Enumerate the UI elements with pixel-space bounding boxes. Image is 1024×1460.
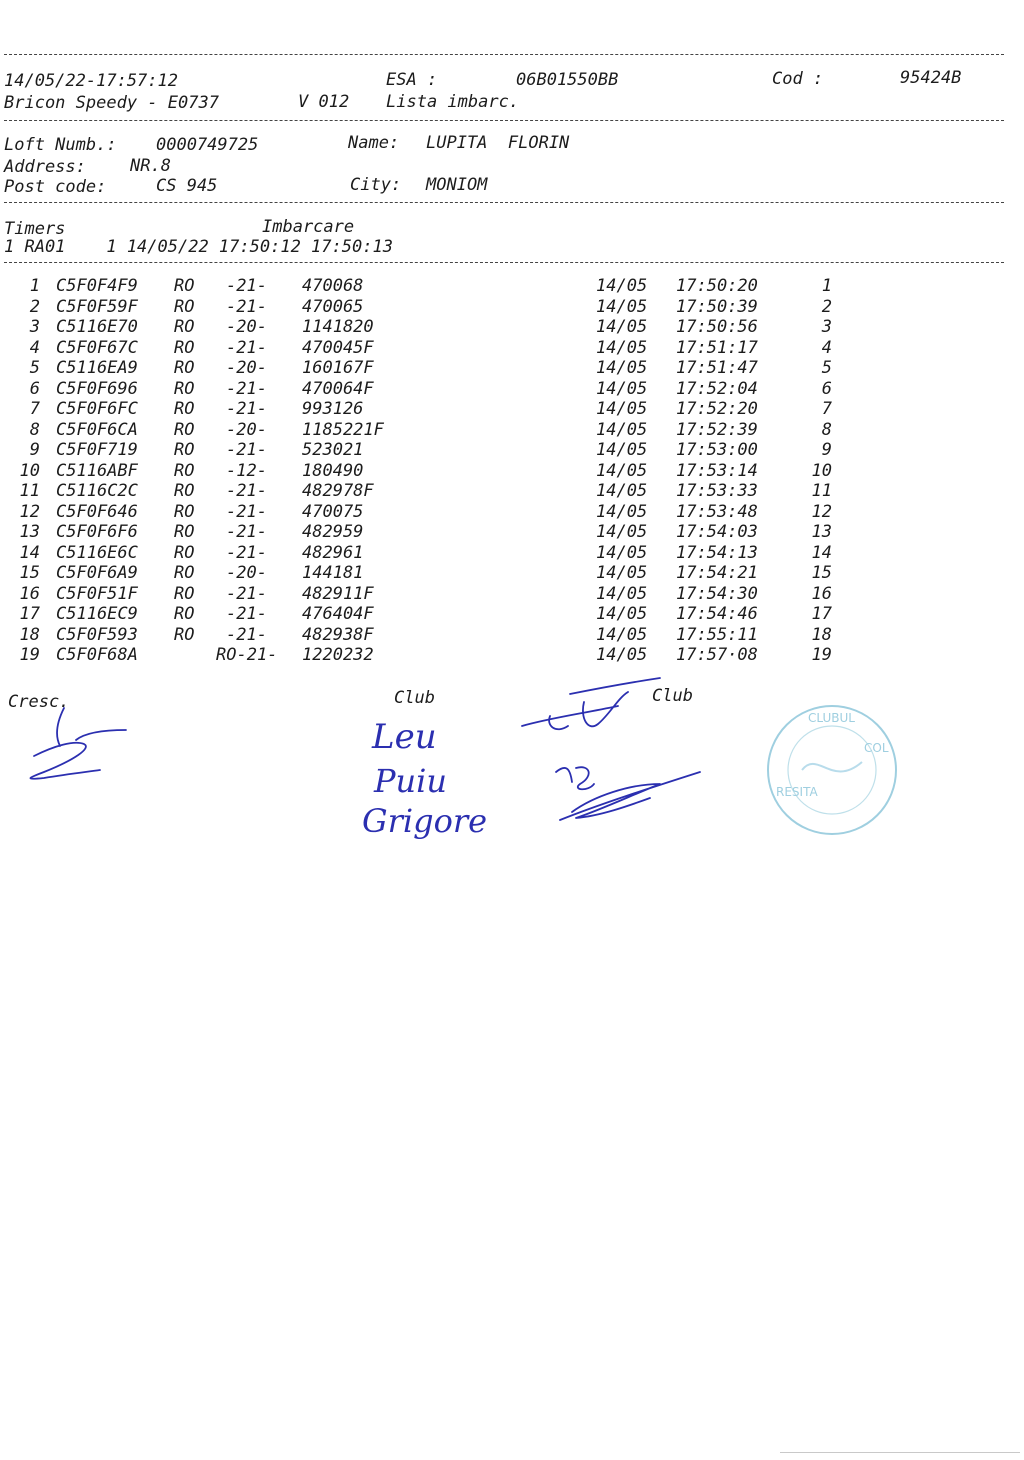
entry-row bbox=[0, 440, 1024, 460]
handwritten-name: Grigore bbox=[362, 802, 488, 840]
entry-chip-id: C5F0F51F bbox=[56, 583, 138, 604]
divider bbox=[4, 54, 1004, 55]
entry-year: -20- bbox=[226, 419, 267, 440]
entry-time: 17:52:20 bbox=[676, 399, 758, 419]
city-label: City: bbox=[350, 175, 402, 195]
entry-index: 7 bbox=[29, 399, 40, 419]
entry-sequence: 12 bbox=[811, 501, 832, 522]
entry-year: -20- bbox=[226, 358, 267, 378]
entry-date: 14/05 bbox=[596, 522, 648, 542]
svg-text:COL: COL bbox=[864, 741, 889, 755]
imbarcare-label: Imbarcare bbox=[262, 217, 355, 237]
club-label: Club bbox=[394, 688, 435, 708]
entry-time: 17:53:14 bbox=[676, 460, 758, 481]
entry-sequence: 1 bbox=[821, 276, 832, 296]
entry-row bbox=[0, 420, 1024, 440]
entry-year: -21- bbox=[226, 378, 267, 399]
entry-year: -21- bbox=[226, 481, 267, 501]
entry-time: 17:51:17 bbox=[676, 337, 758, 358]
entry-index: 15 bbox=[19, 563, 40, 583]
entry-row bbox=[0, 645, 1024, 665]
entry-country: RO bbox=[174, 399, 195, 419]
entry-row bbox=[0, 338, 1024, 358]
entry-date: 14/05 bbox=[596, 419, 648, 440]
entry-country: RO bbox=[174, 583, 195, 604]
entry-time: 17:51:47 bbox=[676, 358, 758, 378]
entry-sequence: 6 bbox=[821, 378, 832, 399]
entry-chip-id: C5F0F6A9 bbox=[56, 563, 138, 583]
entry-row bbox=[0, 522, 1024, 542]
entry-country: RO bbox=[174, 440, 195, 460]
print-datetime: 14/05/22-17:57:12 bbox=[4, 71, 178, 91]
entry-index: 11 bbox=[19, 481, 40, 501]
entry-date: 14/05 bbox=[596, 563, 648, 583]
entry-ring-number: 470065 bbox=[302, 296, 364, 317]
entry-sequence: 15 bbox=[811, 563, 832, 583]
city-value: MONIOM bbox=[426, 175, 488, 195]
entry-row bbox=[0, 461, 1024, 481]
entry-row bbox=[0, 481, 1024, 501]
divider bbox=[4, 120, 1004, 121]
club-stamp bbox=[762, 700, 902, 840]
entry-sequence: 4 bbox=[821, 337, 832, 358]
entry-ring-number: 180490 bbox=[302, 460, 364, 481]
entry-time: 17:57·08 bbox=[676, 645, 758, 665]
handwritten-name: Leu bbox=[372, 717, 437, 757]
entry-year: -21- bbox=[226, 440, 267, 460]
entry-country: RO bbox=[174, 542, 195, 563]
timer-row: 1 RA01 1 14/05/22 17:50:12 17:50:13 bbox=[4, 237, 393, 257]
entry-index: 14 bbox=[19, 542, 40, 563]
entry-country: RO bbox=[174, 317, 195, 337]
entry-chip-id: C5F0F696 bbox=[56, 378, 138, 399]
entry-index: 5 bbox=[29, 358, 40, 378]
entry-country: RO bbox=[174, 276, 195, 296]
entry-index: 6 bbox=[29, 378, 40, 399]
svg-text:CLUBUL: CLUBUL bbox=[808, 711, 855, 725]
entry-ring-number: 470068 bbox=[302, 276, 364, 296]
entry-time: 17:50:56 bbox=[676, 317, 758, 337]
entry-country: RO bbox=[174, 604, 195, 624]
entry-ring-number: 144181 bbox=[302, 563, 364, 583]
entry-ring-number: 482961 bbox=[302, 542, 364, 563]
device-name: Bricon Speedy - E0737 bbox=[4, 93, 219, 113]
entry-time: 17:54:21 bbox=[676, 563, 758, 583]
entry-chip-id: C5F0F6FC bbox=[56, 399, 138, 419]
entry-index: 2 bbox=[29, 296, 40, 317]
list-title: Lista imbarc. bbox=[386, 92, 520, 112]
entry-country: RO bbox=[174, 460, 195, 481]
entry-row bbox=[0, 543, 1024, 563]
entry-row bbox=[0, 358, 1024, 378]
owner-name: LUPITA FLORIN bbox=[426, 133, 570, 153]
entry-time: 17:54:46 bbox=[676, 604, 758, 624]
name-label: Name: bbox=[348, 133, 400, 153]
entry-date: 14/05 bbox=[596, 583, 648, 604]
esa-label: ESA : bbox=[386, 70, 438, 90]
address-label: Address: bbox=[4, 157, 86, 177]
entry-sequence: 5 bbox=[821, 358, 832, 378]
entry-date: 14/05 bbox=[596, 624, 648, 645]
entry-sequence: 2 bbox=[821, 296, 832, 317]
bottom-edge-line bbox=[780, 1452, 1020, 1453]
entry-ring-number: 160167F bbox=[302, 358, 374, 378]
entry-ring-number: 1141820 bbox=[302, 317, 374, 337]
entry-date: 14/05 bbox=[596, 604, 648, 624]
entry-year: -21- bbox=[226, 542, 267, 563]
divider bbox=[4, 262, 1004, 263]
entry-sequence: 9 bbox=[821, 440, 832, 460]
entry-country: RO bbox=[174, 296, 195, 317]
entry-date: 14/05 bbox=[596, 358, 648, 378]
entry-date: 14/05 bbox=[596, 481, 648, 501]
postcode-label: Post code: bbox=[4, 177, 107, 197]
entry-time: 17:52:39 bbox=[676, 419, 758, 440]
entry-row bbox=[0, 379, 1024, 399]
entry-time: 17:50:39 bbox=[676, 296, 758, 317]
entry-time: 17:53:48 bbox=[676, 501, 758, 522]
entry-index: 13 bbox=[19, 522, 40, 542]
entry-chip-id: C5116E6C bbox=[56, 542, 138, 563]
entry-country: RO bbox=[174, 624, 195, 645]
entry-time: 17:54:13 bbox=[676, 542, 758, 563]
entry-index: 1 bbox=[29, 276, 40, 296]
entry-sequence: 17 bbox=[811, 604, 832, 624]
entry-chip-id: C5F0F646 bbox=[56, 501, 138, 522]
entry-year: -21- bbox=[226, 522, 267, 542]
cod-label: Cod : bbox=[772, 69, 824, 89]
entry-chip-id: C5116ABF bbox=[56, 460, 138, 481]
entry-ring-number: 523021 bbox=[302, 440, 364, 460]
entry-time: 17:55:11 bbox=[676, 624, 758, 645]
club-label: Club bbox=[652, 686, 693, 706]
entry-chip-id: C5F0F593 bbox=[56, 624, 138, 645]
entry-chip-id: C5116EA9 bbox=[56, 358, 138, 378]
cresc-label: Cresc. bbox=[8, 692, 70, 712]
entry-chip-id: C5116E70 bbox=[56, 317, 138, 337]
entry-year: -21- bbox=[226, 624, 267, 645]
entry-time: 17:54:30 bbox=[676, 583, 758, 604]
entry-sequence: 7 bbox=[821, 399, 832, 419]
entry-date: 14/05 bbox=[596, 317, 648, 337]
entry-country: RO bbox=[174, 501, 195, 522]
entry-time: 17:52:04 bbox=[676, 378, 758, 399]
club-signature bbox=[510, 672, 720, 832]
entry-ring-number: 470064F bbox=[302, 378, 374, 399]
loft-number: 0000749725 bbox=[156, 135, 259, 155]
handwritten-name: Puiu bbox=[374, 762, 447, 800]
entry-ring-number: 482978F bbox=[302, 481, 374, 501]
divider bbox=[4, 202, 1004, 203]
entry-year: -21- bbox=[226, 583, 267, 604]
entry-country: RO bbox=[174, 563, 195, 583]
entry-country: RO bbox=[174, 337, 195, 358]
entry-year: -21- bbox=[226, 604, 267, 624]
entry-time: 17:50:20 bbox=[676, 276, 758, 296]
entry-index: 3 bbox=[29, 317, 40, 337]
entry-date: 14/05 bbox=[596, 460, 648, 481]
entry-index: 9 bbox=[29, 440, 40, 460]
loft-label: Loft Numb.: bbox=[4, 135, 117, 155]
entry-sequence: 10 bbox=[811, 460, 832, 481]
entry-chip-id: C5F0F67C bbox=[56, 337, 138, 358]
entry-date: 14/05 bbox=[596, 276, 648, 296]
entry-index: 4 bbox=[29, 337, 40, 358]
entry-date: 14/05 bbox=[596, 542, 648, 563]
entry-time: 17:53:33 bbox=[676, 481, 758, 501]
entry-country: RO bbox=[174, 358, 195, 378]
postcode-value: CS 945 bbox=[156, 176, 218, 196]
cod-value: 95424B bbox=[900, 68, 962, 88]
entry-sequence: 3 bbox=[821, 317, 832, 337]
entry-date: 14/05 bbox=[596, 296, 648, 317]
entry-chip-id: C5F0F6F6 bbox=[56, 522, 138, 542]
entry-row bbox=[0, 317, 1024, 337]
entry-chip-id: C5116C2C bbox=[56, 481, 138, 501]
entry-index: 16 bbox=[19, 583, 40, 604]
entry-ring-number: 1220232 bbox=[302, 645, 374, 665]
breeder-signature bbox=[14, 700, 144, 790]
entry-row bbox=[0, 502, 1024, 522]
entry-date: 14/05 bbox=[596, 645, 648, 665]
entry-sequence: 19 bbox=[811, 645, 832, 665]
entry-year: -21- bbox=[226, 399, 267, 419]
entry-year: -21- bbox=[226, 337, 267, 358]
entry-date: 14/05 bbox=[596, 337, 648, 358]
entry-chip-id: C5116EC9 bbox=[56, 604, 138, 624]
svg-text:RESITA: RESITA bbox=[776, 785, 818, 799]
entry-row bbox=[0, 276, 1024, 296]
entry-row bbox=[0, 625, 1024, 645]
entry-sequence: 18 bbox=[811, 624, 832, 645]
entry-chip-id: C5F0F4F9 bbox=[56, 276, 138, 296]
entry-time: 17:54:03 bbox=[676, 522, 758, 542]
entry-index: 18 bbox=[19, 624, 40, 645]
entry-row bbox=[0, 297, 1024, 317]
entry-date: 14/05 bbox=[596, 440, 648, 460]
entry-index: 8 bbox=[29, 419, 40, 440]
entry-year: -21- bbox=[226, 296, 267, 317]
entry-index: 19 bbox=[19, 645, 40, 665]
entry-index: 12 bbox=[19, 501, 40, 522]
entry-country: RO bbox=[174, 378, 195, 399]
entry-row bbox=[0, 604, 1024, 624]
entry-ring-number: 470075 bbox=[302, 501, 364, 522]
entry-year: -21- bbox=[226, 276, 267, 296]
entry-sequence: 14 bbox=[811, 542, 832, 563]
address-value: NR.8 bbox=[130, 156, 171, 176]
entry-ring-number: 993126 bbox=[302, 399, 364, 419]
entry-ring-number: 476404F bbox=[302, 604, 374, 624]
entry-chip-id: C5F0F719 bbox=[56, 440, 138, 460]
entry-row bbox=[0, 563, 1024, 583]
entry-row bbox=[0, 399, 1024, 419]
entry-sequence: 13 bbox=[811, 522, 832, 542]
entry-chip-id: C5F0F59F bbox=[56, 296, 138, 317]
entry-year: -20- bbox=[226, 563, 267, 583]
entry-date: 14/05 bbox=[596, 378, 648, 399]
entry-index: 17 bbox=[19, 604, 40, 624]
entry-ring-number: 1185221F bbox=[302, 419, 384, 440]
entry-ring-number: 470045F bbox=[302, 337, 374, 358]
entry-year: -21- bbox=[226, 501, 267, 522]
entry-row bbox=[0, 584, 1024, 604]
entry-sequence: 16 bbox=[811, 583, 832, 604]
entry-year: -12- bbox=[226, 460, 267, 481]
entry-year: -20- bbox=[226, 317, 267, 337]
entry-ring-number: 482959 bbox=[302, 522, 364, 542]
entry-country: RO bbox=[174, 419, 195, 440]
entry-ring-number: 482911F bbox=[302, 583, 374, 604]
timers-label: Timers bbox=[4, 219, 66, 239]
entry-country: RO-21- bbox=[216, 645, 278, 665]
esa-value: 06B01550BB bbox=[516, 70, 619, 90]
entry-sequence: 8 bbox=[821, 419, 832, 440]
entry-index: 10 bbox=[19, 460, 40, 481]
entry-time: 17:53:00 bbox=[676, 440, 758, 460]
entry-chip-id: C5F0F68A bbox=[56, 645, 138, 665]
entry-country: RO bbox=[174, 481, 195, 501]
entry-chip-id: C5F0F6CA bbox=[56, 419, 138, 440]
entry-country: RO bbox=[174, 522, 195, 542]
entry-date: 14/05 bbox=[596, 501, 648, 522]
entry-ring-number: 482938F bbox=[302, 624, 374, 645]
entry-sequence: 11 bbox=[811, 481, 832, 501]
entry-date: 14/05 bbox=[596, 399, 648, 419]
version: V 012 bbox=[298, 92, 350, 112]
